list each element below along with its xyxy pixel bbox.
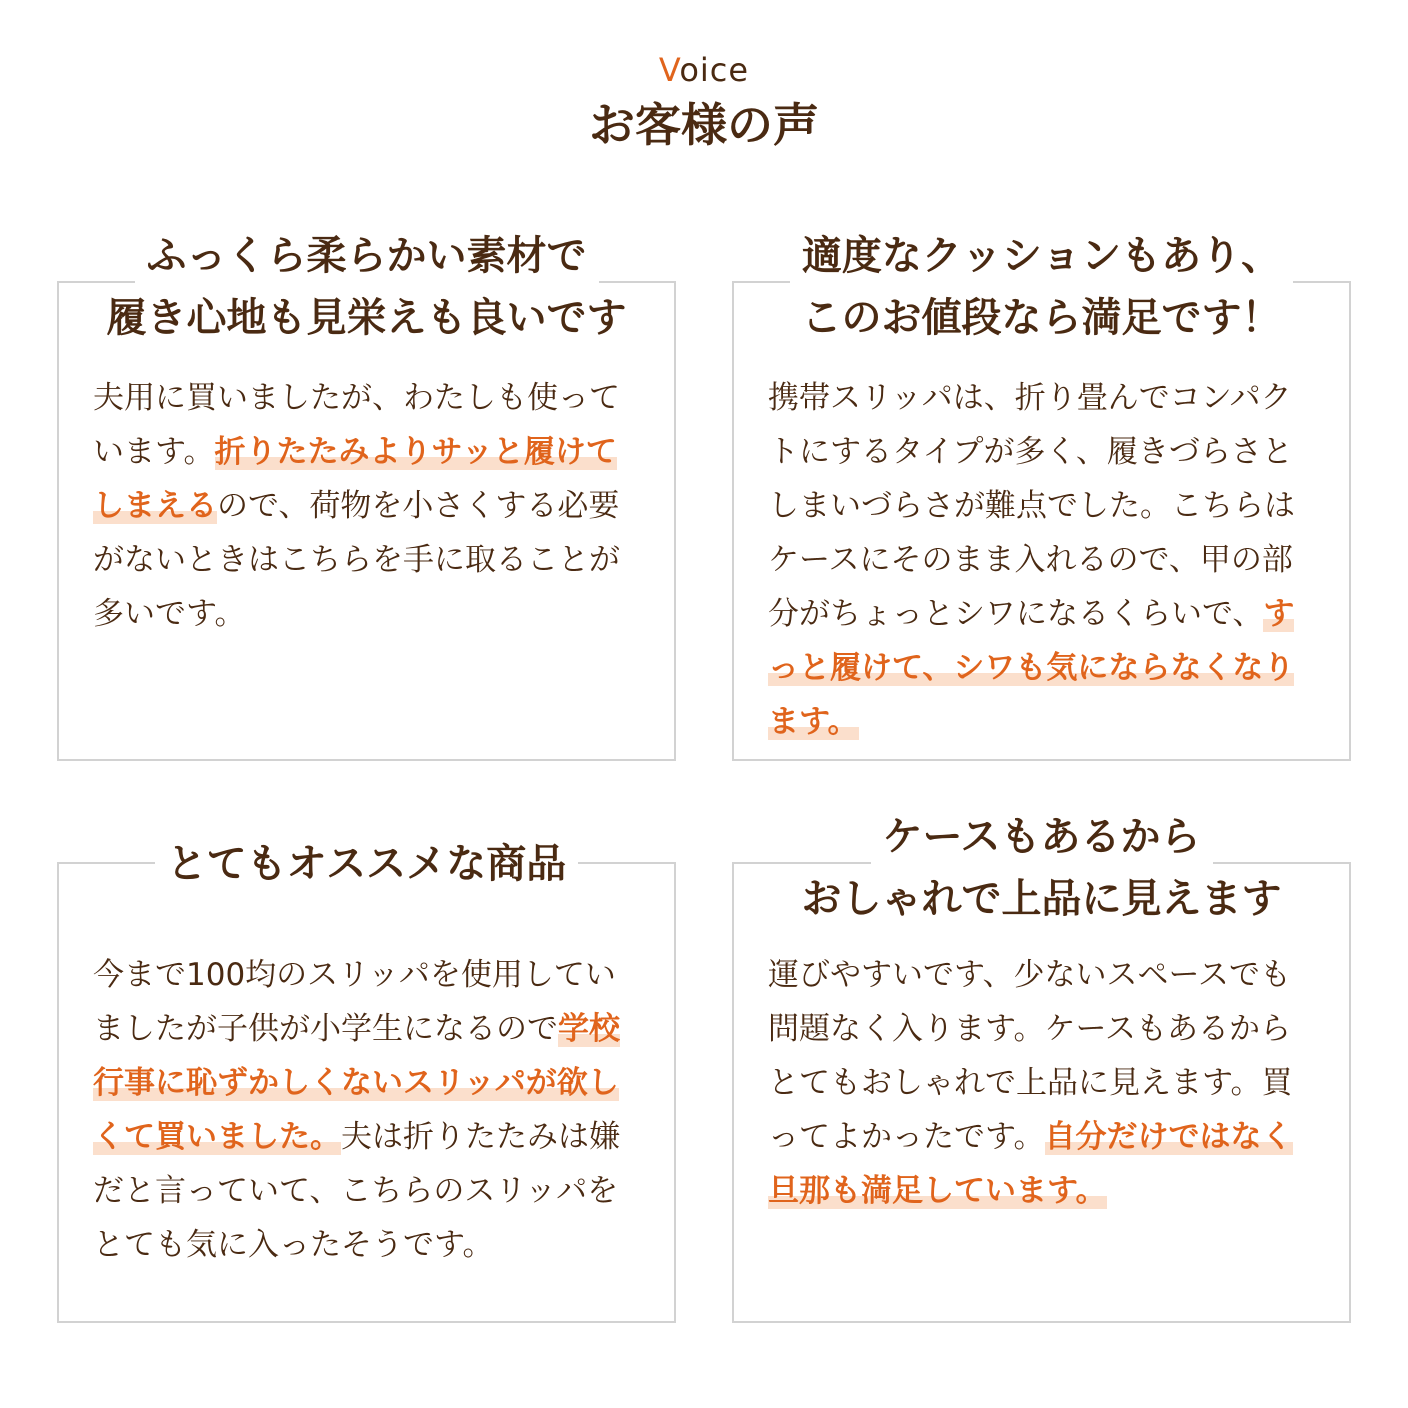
review-card-1	[57, 233, 676, 761]
review-card-title	[734, 225, 1349, 349]
review-card-title	[734, 806, 1349, 930]
review-text-plain: 運びやすいです、少ないスペースでも問題なく入ります。ケースもあるからとてもおしゃれで上品に見えます。買ってよかったです。	[768, 957, 1293, 1155]
review-text-plain: 今まで100均のスリッパを使用していましたが子供が小学生になるので	[93, 957, 616, 1047]
review-title-line-1: ケースもあるから	[871, 806, 1213, 868]
review-text-plain: 夫は折りたたみは嫌だと言っていて、こちらのスリッパをとても気に入ったそうです。	[93, 1119, 620, 1263]
review-card-title	[59, 225, 674, 349]
section-title: お客様の声	[589, 98, 819, 152]
review-title-line-1: とてもオススメな商品	[155, 833, 579, 895]
review-title-line-2: 履き心地も見栄えも良いです	[95, 287, 639, 349]
review-text-highlight: 折りたたみよりサッと履けてしまえる	[93, 434, 617, 524]
review-text	[768, 948, 1321, 1218]
voice-header	[0, 48, 1408, 156]
review-card-4	[732, 814, 1351, 1323]
review-title-line-1: 適度なクッションもあり、	[790, 225, 1293, 287]
review-title-line-1: ふっくら柔らかい素材で	[135, 225, 599, 287]
review-text-plain: 携帯スリッパは、折り畳んでコンパクトにするタイプが多く、履きづらさとしまいづらさが難点でした。こちらはケースにそのまま入れるので、甲の部分がちょっとシワになるくらいで、	[768, 380, 1295, 632]
review-text-plain: 夫用に買いましたが、わたしも使っています。	[93, 380, 620, 470]
eyebrow-accent-letter: V	[658, 51, 680, 89]
review-text-plain: ので、荷物を小さくする必要がないときはこちらを手に取ることが多いです。	[93, 488, 620, 632]
review-title-line-2: このお値段なら満足です！	[790, 287, 1294, 349]
review-title-line-2: おしゃれで上品に見えます	[790, 868, 1294, 930]
review-text	[768, 371, 1321, 749]
eyebrow-rest: oice	[679, 51, 750, 89]
review-text-highlight: 学校行事に恥ずかしくないスリッパが欲しくて買いました。	[93, 1011, 620, 1155]
review-card-2	[732, 233, 1351, 761]
section-eyebrow	[0, 48, 1408, 92]
review-text-highlight: すっと履けて、シワも気にならなくなります。	[768, 596, 1295, 740]
review-text	[93, 371, 646, 641]
review-text	[93, 948, 646, 1272]
review-text-highlight: 自分だけではなく旦那も満足しています。	[768, 1119, 1293, 1209]
review-card-title	[59, 833, 674, 895]
review-card-3	[57, 841, 676, 1323]
